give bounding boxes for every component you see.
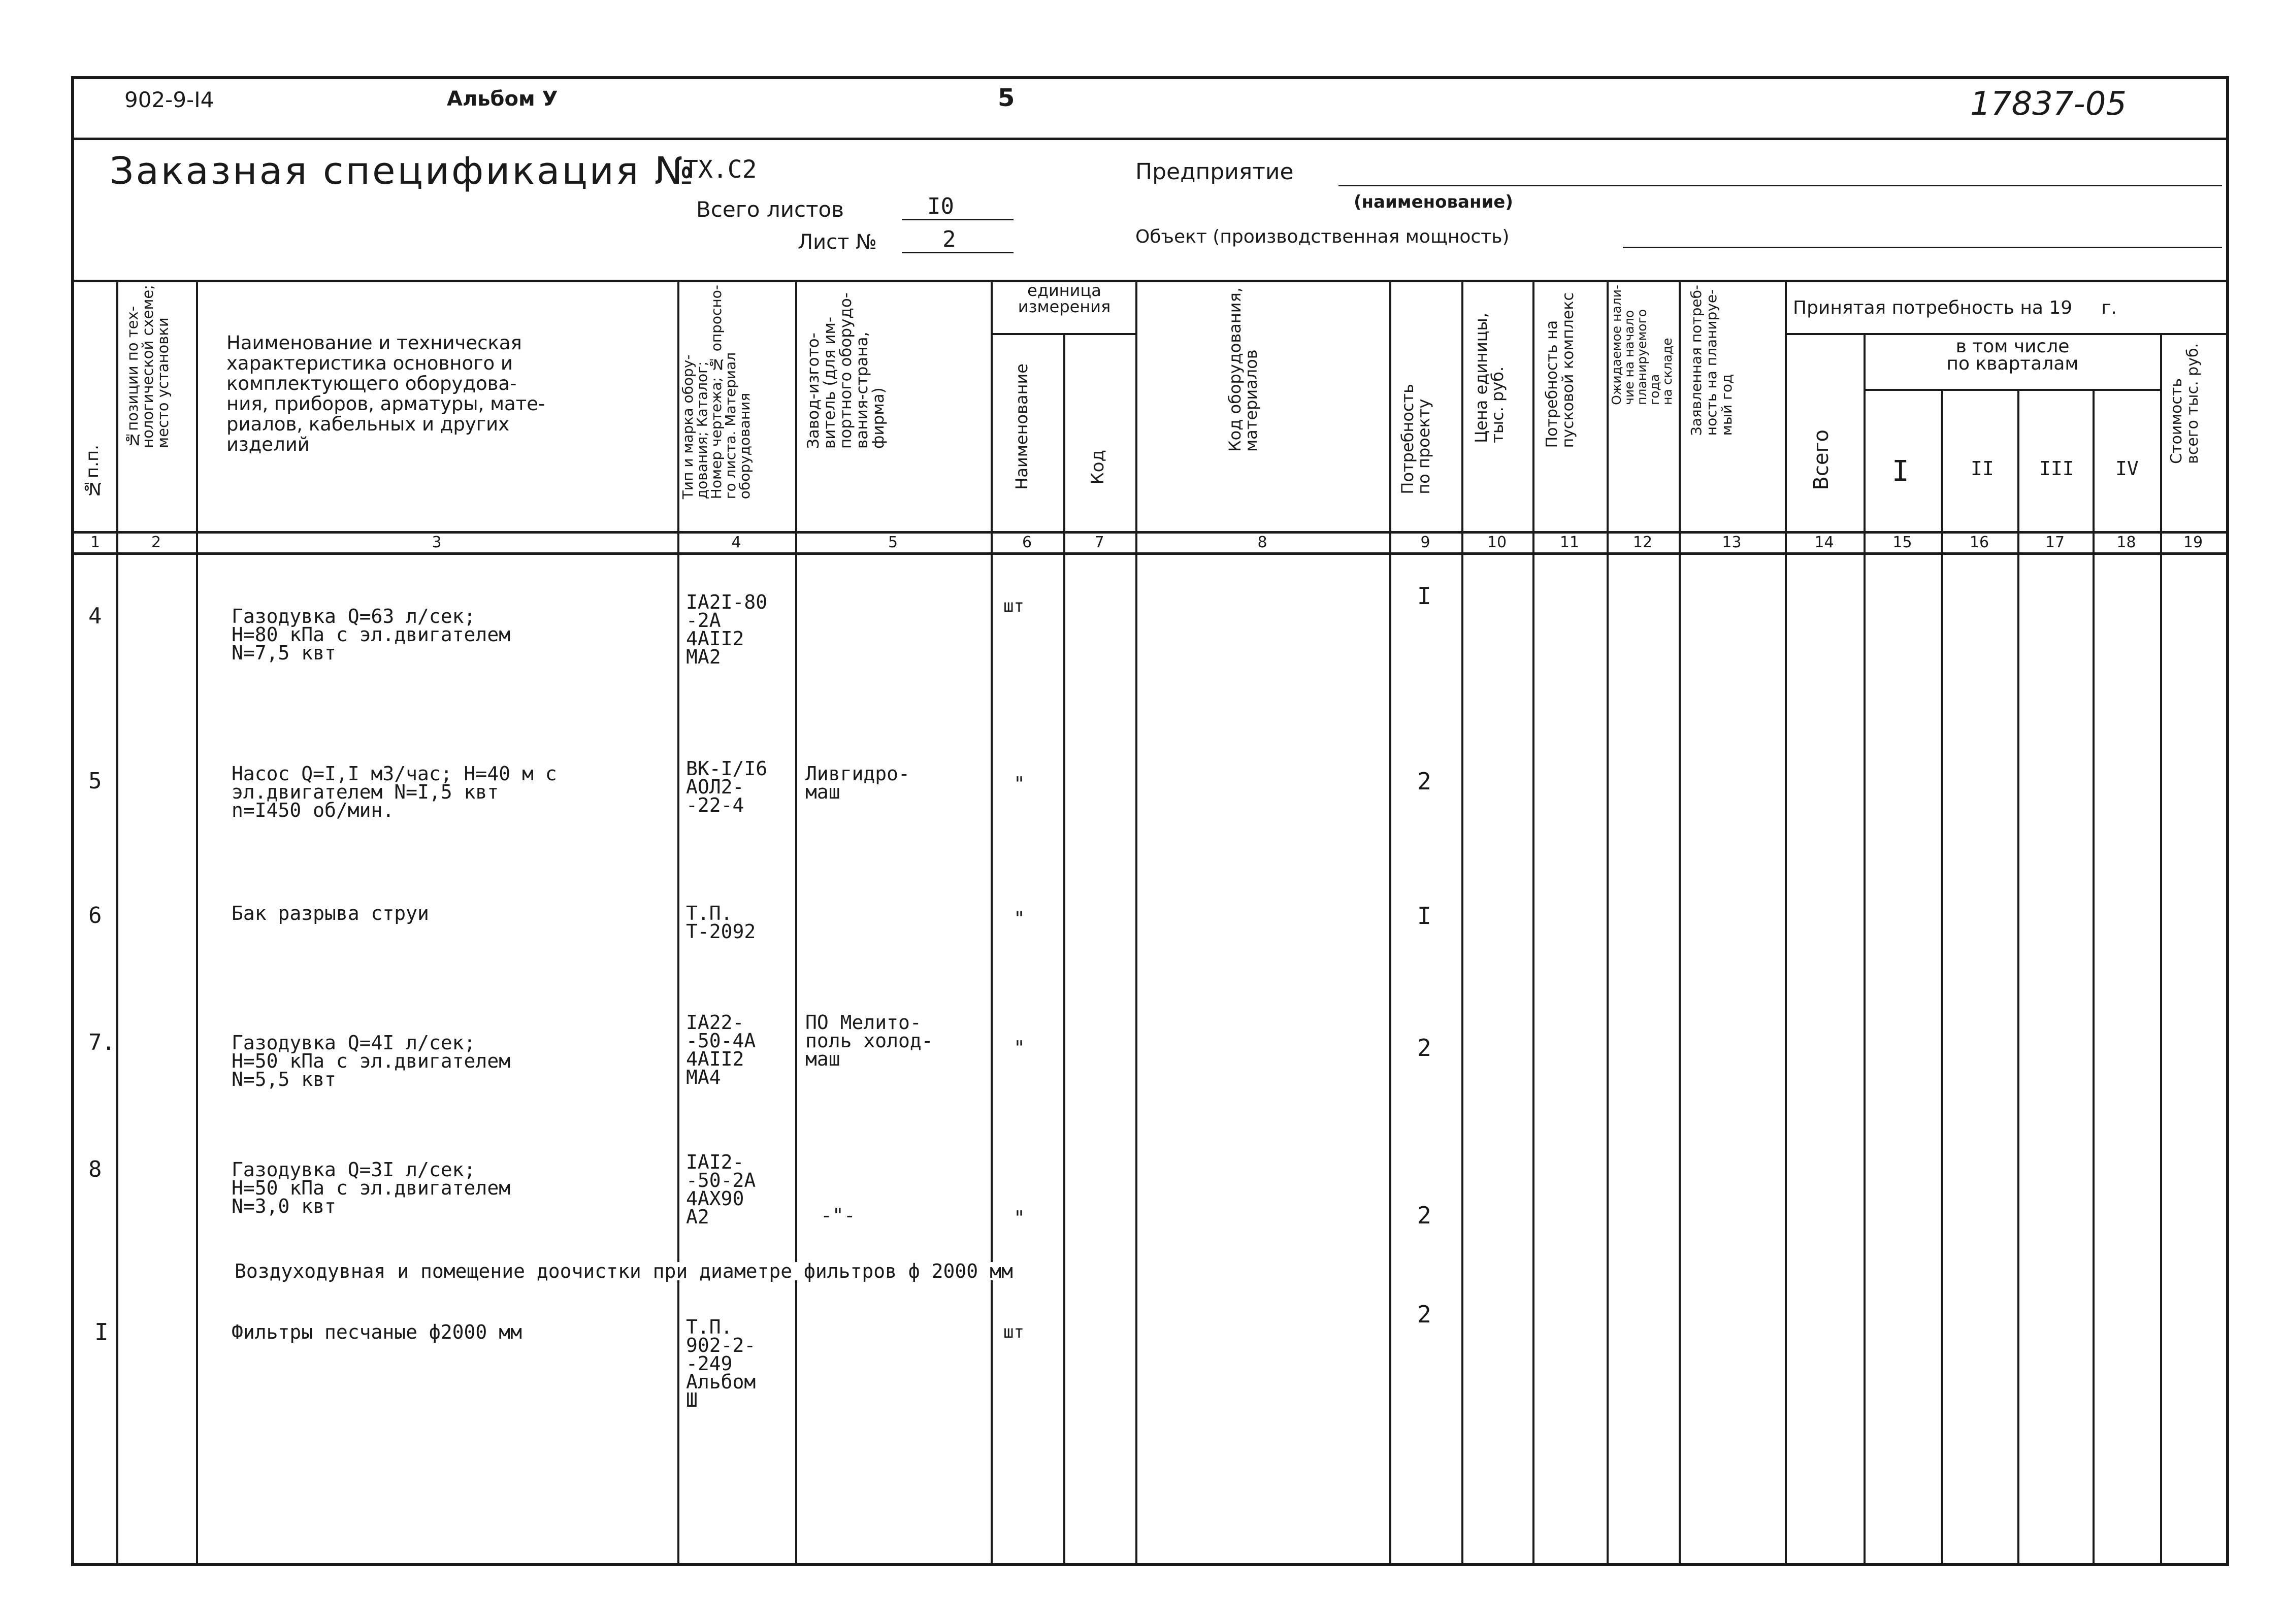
header-type: Тип и марка обору- дования; Каталог; Номер чертежа; № опросно- го листа. Материал оборудования xyxy=(679,285,753,500)
row-5-number: 5 xyxy=(88,768,102,794)
series-number: 902-9-I4 xyxy=(124,87,214,112)
colnum-14: 14 xyxy=(1814,534,1834,551)
col-line-9 xyxy=(1461,280,1463,1566)
header-total: Всего xyxy=(1810,429,1833,490)
rule-col-numbers-bottom xyxy=(74,552,2226,555)
colnum-2: 2 xyxy=(151,534,161,551)
colnum-6: 6 xyxy=(1022,534,1032,551)
row-5-qty: 2 xyxy=(1417,768,1431,795)
header-equipment-code: Код оборудования, материалов xyxy=(1225,287,1261,452)
colnum-4: 4 xyxy=(731,534,741,551)
total-sheets-label: Всего листов xyxy=(696,197,844,222)
col-line-11 xyxy=(1607,280,1609,1566)
row-5-name: Насос Q=I,I м3/час; Н=40 м с эл.двигателем N=I,5 квт n=I450 об/мин. xyxy=(232,763,557,821)
row-8-name: Газодувка Q=3I л/сек; Н=50 кПа с эл.двигателем N=3,0 квт xyxy=(232,1158,511,1217)
header-declared-need: Заявленная потреб- ность на планируе- мый год xyxy=(1688,285,1735,436)
colnum-15: 15 xyxy=(1892,534,1912,551)
header-maker: Завод-изгото- витель (для им- портного оборудо- вания-страна, фирма) xyxy=(804,292,888,449)
colnum-5: 5 xyxy=(888,534,898,551)
col-line-2 xyxy=(196,280,198,1566)
col-line-15 xyxy=(1941,389,1943,1566)
row-5-unit: " xyxy=(1014,773,1025,795)
specification-sheet xyxy=(71,76,2229,1566)
header-unit-price: Цена единицы, тыс. руб. xyxy=(1472,313,1507,443)
spec-number: ТХ.С2 xyxy=(683,155,757,184)
enterprise-label: Предприятие xyxy=(1135,159,1294,185)
header-unit-name: Наименование xyxy=(1012,363,1031,490)
total-sheets-value: I0 xyxy=(927,193,954,219)
colnum-18: 18 xyxy=(2116,534,2136,551)
section-heading: Воздуходувная и помещение доочистки при диаметре фильтров ф 2000 мм xyxy=(232,1262,1016,1280)
row-6-number: 6 xyxy=(88,903,102,929)
colnum-10: 10 xyxy=(1487,534,1507,551)
colnum-13: 13 xyxy=(1722,534,1742,551)
col-line-8 xyxy=(1389,280,1391,1566)
rule-title-block xyxy=(74,280,2226,282)
col-line-16 xyxy=(2017,389,2019,1566)
col-line-10 xyxy=(1532,280,1534,1566)
header-quarter-2: II xyxy=(1971,457,1994,480)
header-name: Наименование и техническая характеристика основного и комплектующего оборудова- ния, приборов, арматуры, мате- риалов, кабельных и других изделий xyxy=(226,332,545,455)
row-6-unit: " xyxy=(1014,907,1025,930)
row-7-maker: ПО Мелито- поль холод- маш xyxy=(805,1011,933,1070)
col-line-7 xyxy=(1135,280,1137,1566)
row-4-unit: шт xyxy=(1003,596,1024,616)
colnum-3: 3 xyxy=(432,534,442,551)
header-row-number: №п.п. xyxy=(82,445,103,499)
rule-quarters-group xyxy=(1864,389,2160,391)
row-7-qty: 2 xyxy=(1417,1034,1431,1062)
enterprise-underline xyxy=(1338,185,2222,186)
col-line-18 xyxy=(2160,333,2162,1566)
col-line-5 xyxy=(991,280,993,1566)
header-project-need: Потребность по проекту xyxy=(1398,384,1433,494)
album-label: Альбом У xyxy=(447,87,558,111)
header-quarters-group: в том числе по кварталам xyxy=(1946,336,2079,374)
col-line-4 xyxy=(795,280,797,1566)
colnum-11: 11 xyxy=(1559,534,1580,551)
rule-top-strip xyxy=(74,138,2226,140)
row-8-type: IАI2- -50-2А 4АХ90 А2 xyxy=(686,1151,756,1228)
enterprise-sublabel: (наименование) xyxy=(1354,192,1513,212)
header-unit-group: единица измерения xyxy=(1018,281,1111,316)
col-line-6 xyxy=(1063,333,1065,1566)
colnum-9: 9 xyxy=(1420,534,1430,551)
row-last-number: I xyxy=(94,1318,109,1346)
row-6-name: Бак разрыва струи xyxy=(232,902,429,924)
colnum-17: 17 xyxy=(2045,534,2065,551)
row-last-name: Фильтры песчаные ф2000 мм xyxy=(232,1321,522,1343)
header-start-complex: Потребность на пусковой комплекс xyxy=(1543,292,1577,448)
object-underline xyxy=(1623,247,2222,248)
row-6-type: Т.П. Т-2092 xyxy=(686,902,756,943)
header-expected-stock: Ожидаемое нали- чие на начало планируемого года на складе xyxy=(1609,285,1675,405)
row-8-unit: " xyxy=(1014,1207,1025,1229)
colnum-12: 12 xyxy=(1632,534,1653,551)
row-7-name: Газодувка Q=4I л/сек; Н=50 кПа с эл.двигателем N=5,5 квт xyxy=(232,1032,511,1090)
row-8-maker: -"- xyxy=(821,1204,856,1227)
colnum-7: 7 xyxy=(1094,534,1104,551)
row-8-qty: 2 xyxy=(1417,1202,1431,1229)
row-4-qty: I xyxy=(1417,582,1431,610)
header-quarter-4: IV xyxy=(2115,457,2139,480)
col-line-14 xyxy=(1864,333,1866,1566)
row-5-maker: Ливгидро- маш xyxy=(805,763,910,803)
colnum-8: 8 xyxy=(1257,534,1267,551)
row-4-type: IA2I-80 -2А 4АII2 МА2 xyxy=(686,591,768,668)
row-7-unit: " xyxy=(1014,1037,1025,1059)
colnum-1: 1 xyxy=(90,534,101,551)
page-number: 5 xyxy=(998,84,1015,112)
row-7-type: IА22- -50-4А 4АII2 МА4 xyxy=(686,1011,756,1088)
sheet-no-value: 2 xyxy=(942,226,956,252)
colnum-19: 19 xyxy=(2183,534,2203,551)
header-accepted-group: Принятая потребность на 19 г. xyxy=(1793,297,2117,318)
sheet-no-label: Лист № xyxy=(798,230,877,254)
total-sheets-underline xyxy=(902,219,1014,220)
colnum-16: 16 xyxy=(1969,534,1989,551)
row-6-qty: I xyxy=(1417,902,1431,930)
col-line-13 xyxy=(1785,280,1787,1566)
row-last-type: Т.П. 902-2- -249 Альбом Ш xyxy=(686,1316,756,1411)
header-quarter-3: III xyxy=(2039,457,2074,480)
spec-title: Заказная спецификация № xyxy=(110,149,696,193)
col-line-17 xyxy=(2093,389,2095,1566)
row-7-number: 7. xyxy=(88,1030,115,1055)
header-quarter-1: I xyxy=(1892,455,1909,488)
object-label: Объект (производственная мощность) xyxy=(1135,226,1510,247)
col-line-1 xyxy=(116,280,118,1566)
header-unit-code: Код xyxy=(1088,450,1108,485)
header-cost-total: Стоимость всего тыс. руб. xyxy=(2168,343,2202,464)
row-last-unit: шт xyxy=(1003,1322,1024,1342)
row-5-type: ВК-I/I6 АОЛ2- -22-4 xyxy=(686,757,768,816)
header-position: №позиции по тех- нологической схеме; место установки xyxy=(124,285,172,448)
col-line-12 xyxy=(1679,280,1681,1566)
row-4-number: 4 xyxy=(88,603,102,629)
row-8-number: 8 xyxy=(88,1156,102,1182)
sheet-no-underline xyxy=(902,252,1014,253)
document-number: 17837-05 xyxy=(1970,85,2127,123)
row-4-name: Газодувка Q=63 л/сек; Н=80 кПа с эл.двигателем N=7,5 квт xyxy=(232,605,511,664)
row-last-qty: 2 xyxy=(1417,1301,1431,1328)
